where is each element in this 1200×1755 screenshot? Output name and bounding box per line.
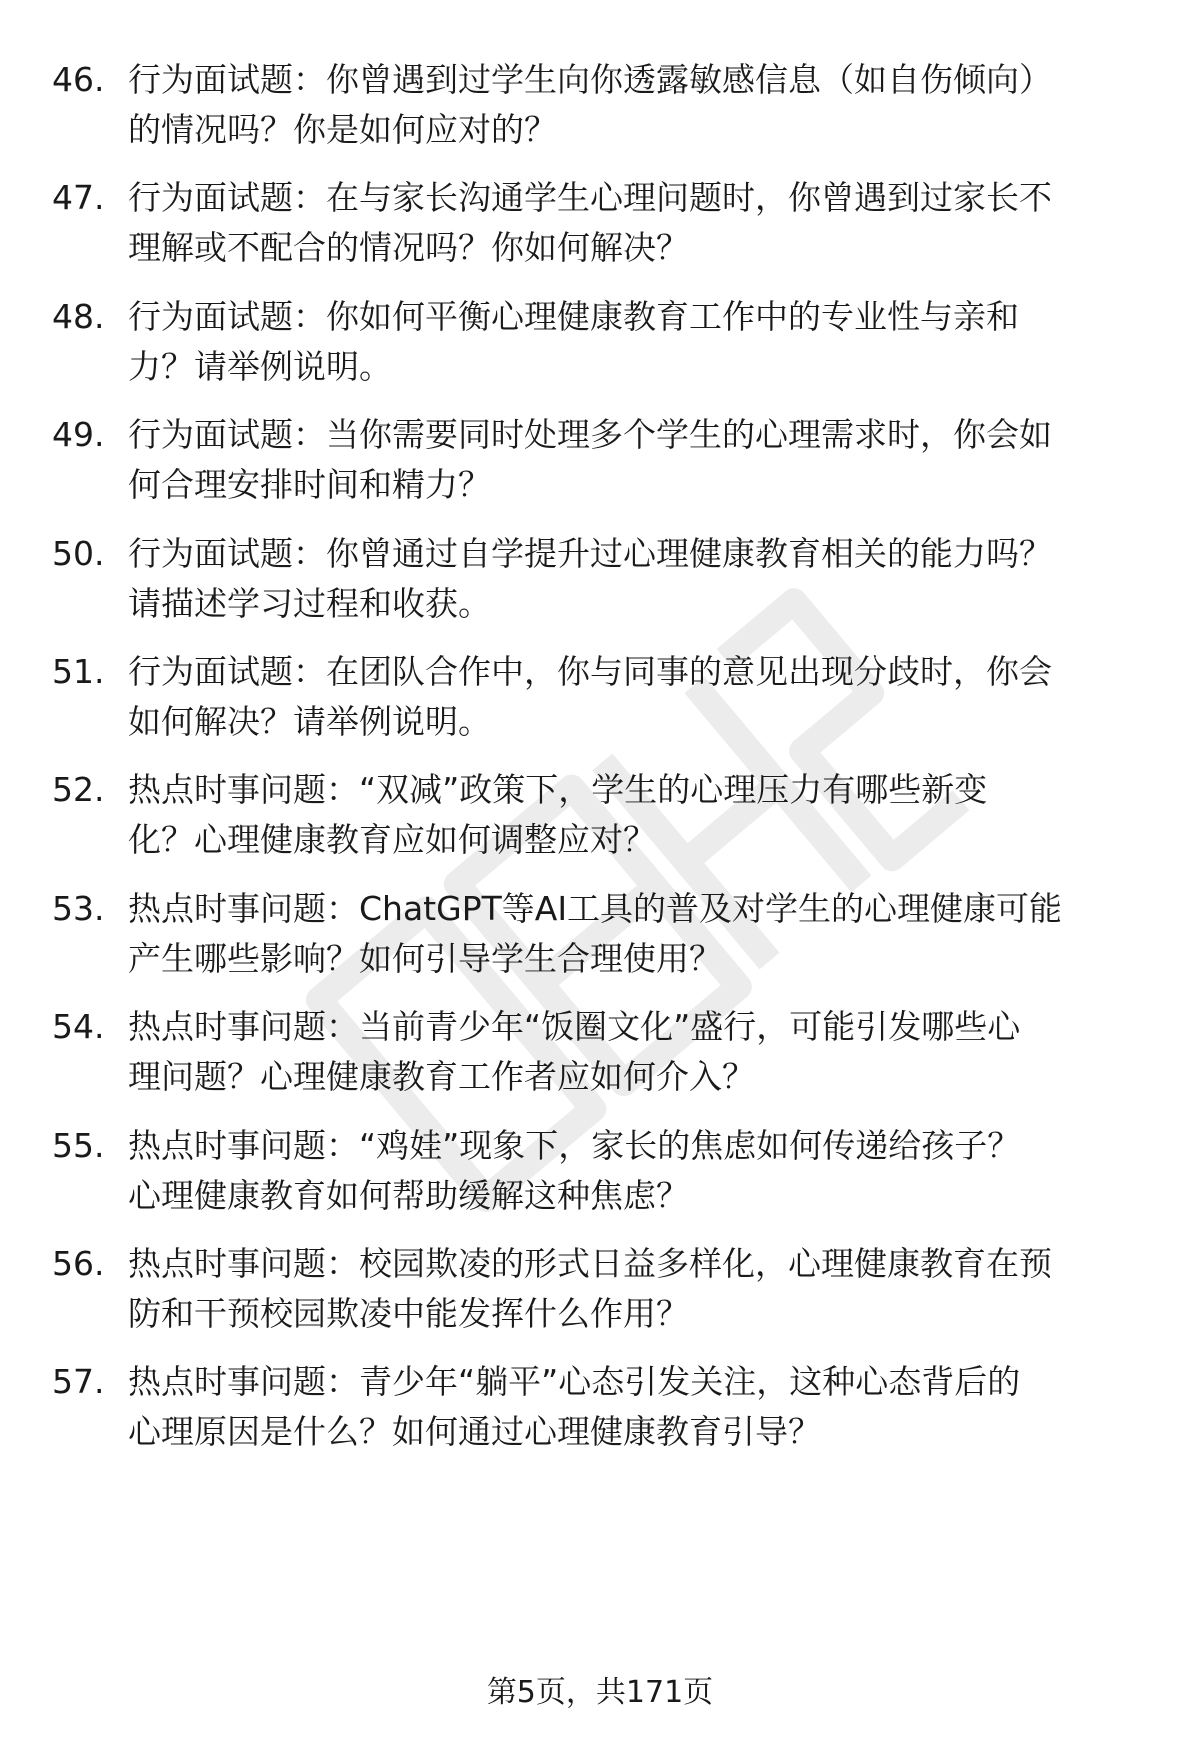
question-item [0,1001,1200,1121]
question-text-line-1: 行为面试题：你曾遇到过学生向你透露敏感信息（如自伤倾向） [128,60,1052,99]
question-text-line-2: 的情况吗？你是如何应对的？ [128,110,557,149]
question-text-line-2: 防和干预校园欺凌中能发挥什么作用？ [128,1294,689,1333]
question-text-line-1: 行为面试题：你如何平衡心理健康教育工作中的专业性与亲和 [128,297,1019,336]
question-number: 52. [52,770,105,809]
question-item [0,646,1200,766]
question-item [0,172,1200,292]
question-text-line-1: 热点时事问题：当前青少年“饭圈文化”盛行，可能引发哪些心 [128,1007,1021,1046]
question-text-line-2: 请描述学习过程和收获。 [128,584,491,623]
question-item [0,409,1200,529]
question-number: 53. [52,889,105,928]
question-text-line-2: 产生哪些影响？如何引导学生合理使用？ [128,939,722,978]
question-item [0,1238,1200,1358]
question-text-line-1: 行为面试题：在与家长沟通学生心理问题时，你曾遇到过家长不 [128,178,1052,217]
question-item [0,764,1200,884]
question-number: 54. [52,1007,105,1046]
question-number: 48. [52,297,105,336]
question-text-line-2: 如何解决？请举例说明。 [128,702,491,741]
question-text-line-1: 热点时事问题：青少年“躺平”心态引发关注，这种心态背后的 [128,1362,1021,1401]
question-item [0,528,1200,648]
question-text-line-1: 热点时事问题：校园欺凌的形式日益多样化，心理健康教育在预 [128,1244,1052,1283]
question-text-line-2: 心理原因是什么？如何通过心理健康教育引导？ [128,1412,821,1451]
question-text-line-1: 行为面试题：在团队合作中，你与同事的意见出现分歧时，你会 [128,652,1052,691]
question-text-line-2: 理解或不配合的情况吗？你如何解决？ [128,228,689,267]
question-text-line-1: 热点时事问题：ChatGPT等AI工具的普及对学生的心理健康可能 [128,889,1063,928]
question-number: 57. [52,1362,105,1401]
page-footer: 第5页，共171页 [486,1675,714,1710]
question-number: 49. [52,415,105,454]
question-text-line-2: 力？请举例说明。 [128,347,392,386]
question-text-line-2: 心理健康教育如何帮助缓解这种焦虑？ [128,1176,689,1215]
question-number: 55. [52,1126,105,1165]
question-text-line-1: 热点时事问题：“鸡娃”现象下，家长的焦虑如何传递给孩子？ [128,1126,1021,1165]
question-number: 46. [52,60,105,99]
question-text-line-2: 何合理安排时间和精力？ [128,465,491,504]
question-text-line-2: 化？心理健康教育应如何调整应对？ [128,820,656,859]
question-number: 56. [52,1244,105,1283]
question-item [0,54,1200,174]
question-number: 47. [52,178,105,217]
question-text-line-1: 行为面试题：你曾通过自学提升过心理健康教育相关的能力吗？ [128,534,1052,573]
question-number: 51. [52,652,105,691]
question-text-line-1: 行为面试题：当你需要同时处理多个学生的心理需求时，你会如 [128,415,1052,454]
question-text-line-1: 热点时事问题：“双减”政策下，学生的心理压力有哪些新变 [128,770,988,809]
question-item [0,1356,1200,1476]
question-number: 50. [52,534,105,573]
question-text-line-2: 理问题？心理健康教育工作者应如何介入？ [128,1057,755,1096]
question-item [0,883,1200,1003]
question-item [0,1120,1200,1240]
question-item [0,291,1200,411]
